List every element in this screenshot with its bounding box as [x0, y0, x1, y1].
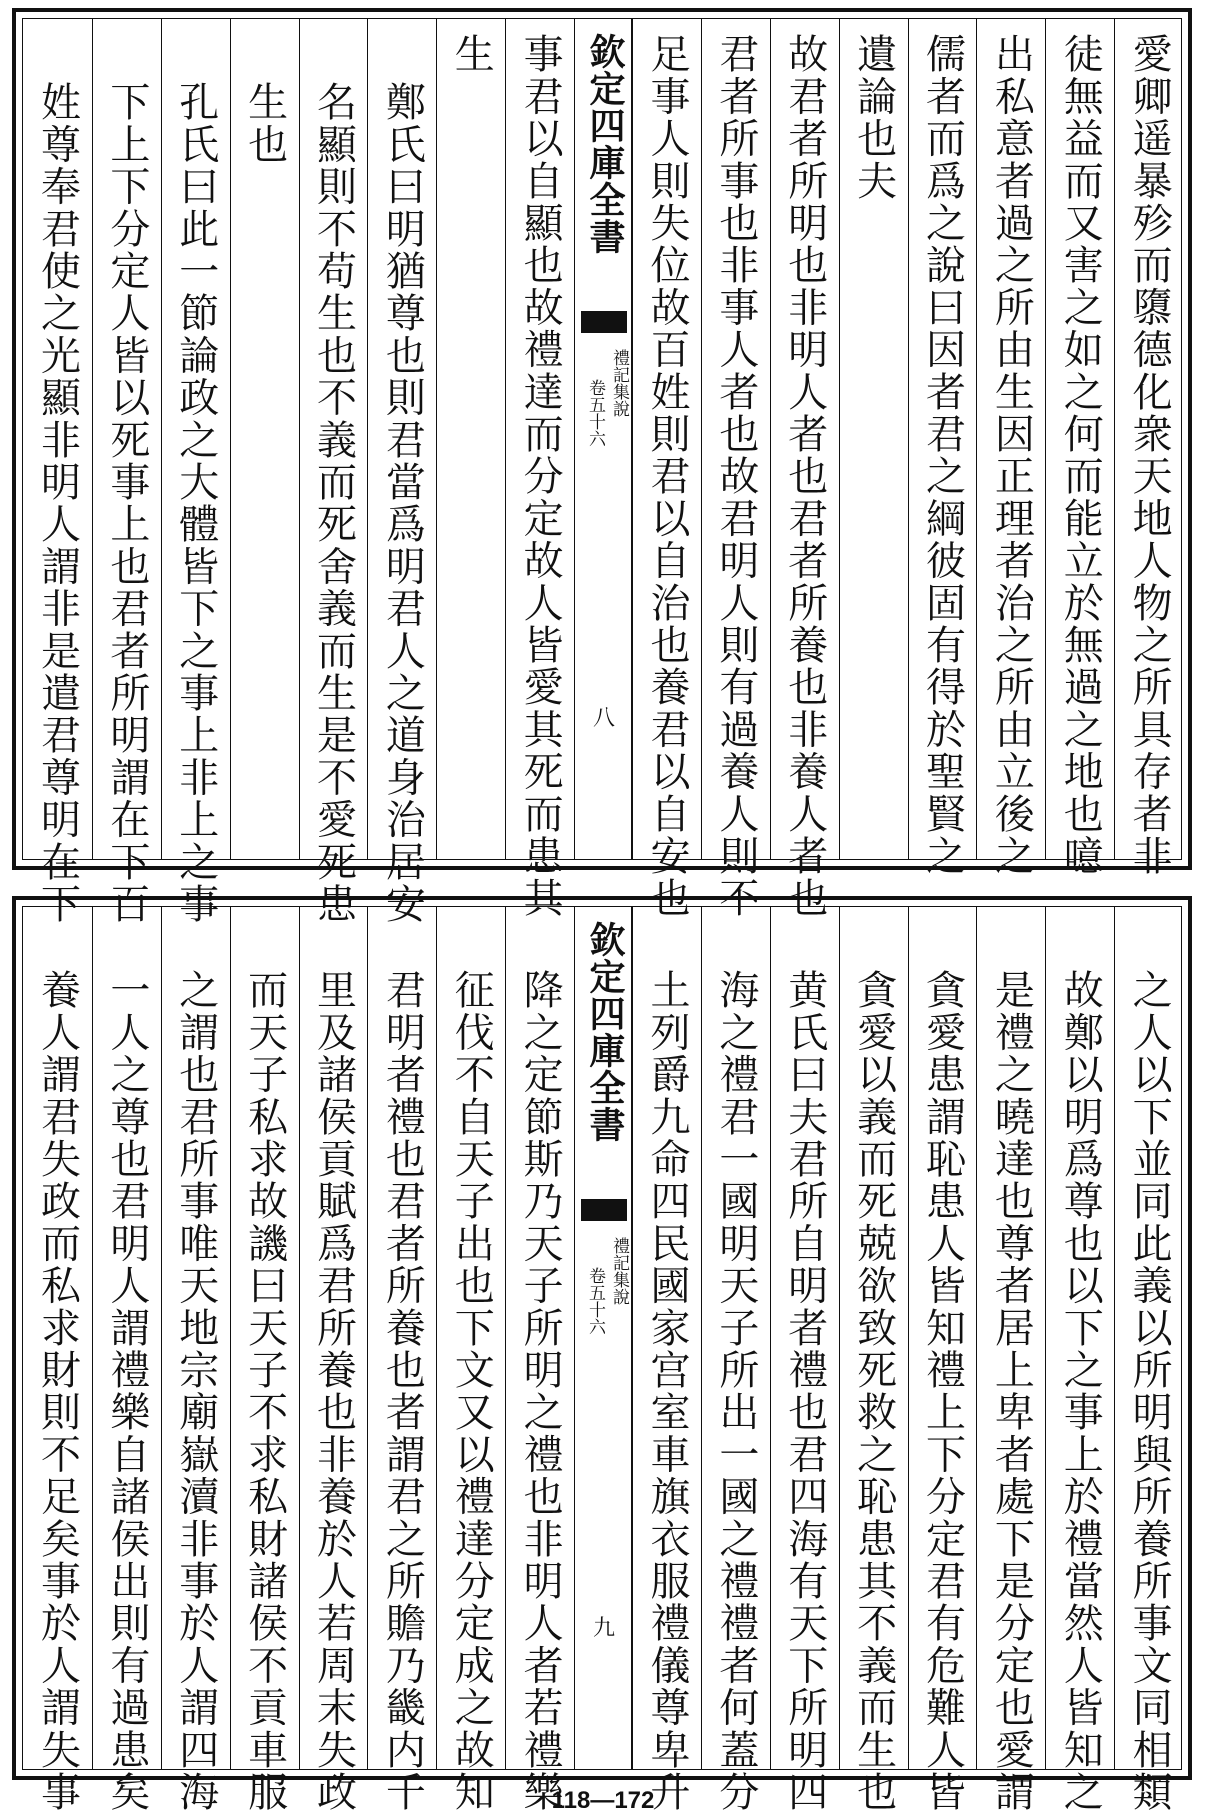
column-text: 養人謂君失政而私求財則不足矣事於人謂失事	[34, 969, 81, 1813]
column-text: 愛卿遥暴殄而隳德化衆天地人物之所具存者非	[1126, 33, 1173, 877]
text-column	[701, 19, 770, 920]
text-column	[230, 907, 299, 1813]
column-text: 遺論也夫	[850, 33, 897, 202]
text-column	[632, 19, 701, 920]
column-text: 徒無益而又害之如之何而能立於無過之地也噫	[1057, 33, 1104, 877]
text-column	[299, 907, 368, 1813]
column-text: 姓尊奉君使之光顯非明人謂非是遣君尊明在下	[34, 81, 81, 925]
text-column	[367, 907, 436, 1813]
center-book-title: 禮記集說	[609, 349, 629, 417]
column-text: 貪愛患謂恥患人皆知禮上下分定君有危難人皆	[919, 969, 966, 1813]
column-text: 孔氏曰此一節論政之大體皆下之事上非上之事	[172, 81, 219, 925]
column-text: 生	[448, 33, 495, 76]
page-number: 118—172	[551, 1787, 655, 1814]
text-column	[230, 19, 299, 859]
center-book-title: 禮記集說	[609, 1237, 629, 1305]
column-text: 名顯則不苟生也不義而死舍義而生是不愛死患	[310, 81, 357, 925]
column-text: 征伐不自天子出也下文又以禮達分定成之故知	[448, 969, 495, 1813]
text-column	[23, 907, 92, 1813]
column-text: 降之定節斯乃天子所明之禮也非明人者若禮樂	[517, 969, 564, 1813]
column-text: 下上下分定人皆以死事上也君者所明謂在下百	[103, 81, 150, 925]
center-title: 欽定四庫全書	[584, 33, 626, 255]
column-text: 生也	[241, 81, 288, 166]
top-page-text-area	[22, 18, 1182, 925]
text-column	[1114, 907, 1183, 1813]
column-text: 事君以自顯也故禮達而分定故人皆愛其死而患其	[517, 33, 564, 920]
text-column	[161, 19, 230, 925]
text-column	[505, 19, 574, 920]
text-column	[976, 19, 1045, 877]
fishtail-mark-icon	[581, 311, 627, 333]
text-column	[701, 907, 770, 1813]
center-volume-number: 卷五十六	[585, 1267, 605, 1335]
column-text: 君者所事也非事人者也故君明人則有過養人則不	[712, 33, 759, 920]
text-column	[908, 907, 977, 1813]
column-text: 之人以下並同此義以所明與所養所事文同相類	[1126, 969, 1173, 1813]
text-column	[367, 19, 436, 925]
column-text: 儒者而爲之說曰因者君之綱彼固有得於聖賢之	[919, 33, 966, 877]
text-column	[976, 907, 1045, 1813]
text-column	[632, 907, 701, 1813]
text-column	[299, 19, 368, 925]
column-text: 之謂也君所事唯天地宗廟嶽瀆非事於人謂四海	[172, 969, 219, 1813]
column-text: 出私意者過之所由生因正理者治之所由立後之	[988, 33, 1035, 877]
column-text: 故君者所明也非明人者也君者所養也非養人者也	[781, 33, 828, 920]
column-text: 黄氏曰夫君所自明者禮也君四海有天下所明四	[781, 969, 828, 1813]
text-column	[92, 19, 161, 925]
text-column	[436, 19, 505, 859]
text-column	[161, 907, 230, 1813]
text-column	[436, 907, 505, 1813]
column-text: 故鄭以明爲尊也以下之事上於禮當然人皆知之	[1057, 969, 1104, 1813]
column-text: 而天子私求故譏曰天子不求私財諸侯不貢車服	[241, 969, 288, 1813]
text-column	[1045, 19, 1114, 877]
column-text: 鄭氏曰明猶尊也則君當爲明君人之道身治居安	[379, 81, 426, 925]
text-column	[1114, 19, 1183, 877]
center-strip	[574, 19, 632, 859]
text-column	[23, 19, 92, 925]
column-text: 貪愛以義而死兢欲致死救之恥患其不義而生也	[850, 969, 897, 1813]
center-strip	[574, 907, 632, 1769]
column-text: 是禮之曉達也尊者居上卑者處下是分定也愛謂	[988, 969, 1035, 1813]
text-column	[908, 19, 977, 877]
text-column	[770, 19, 839, 920]
column-text: 海之禮君一國明天子所出一國之禮禮者何蓋分	[712, 969, 759, 1813]
fishtail-mark-icon	[581, 1199, 627, 1221]
column-text: 君明者禮也君者所養也者謂君之所贍乃畿内千	[379, 969, 426, 1813]
text-column	[92, 907, 161, 1813]
folio-number: 九	[593, 1616, 616, 1641]
column-text: 里及諸侯貢賦爲君所養也非養於人若周末失政	[310, 969, 357, 1813]
text-column	[505, 907, 574, 1813]
text-column	[839, 19, 908, 859]
folio-number: 八	[593, 706, 616, 731]
column-text: 土列爵九命四民國家宫室車旗衣服禮儀尊卑升	[643, 969, 690, 1813]
column-text: 一人之尊也君明人謂禮樂自諸侯出則有過患矣	[103, 969, 150, 1813]
center-volume-number: 卷五十六	[585, 379, 605, 447]
text-column	[839, 907, 908, 1813]
text-column	[1045, 907, 1114, 1813]
text-column	[770, 907, 839, 1813]
column-text: 足事人則失位故百姓則君以自治也養君以自安也	[643, 33, 690, 920]
center-title: 欽定四庫全書	[584, 921, 626, 1143]
